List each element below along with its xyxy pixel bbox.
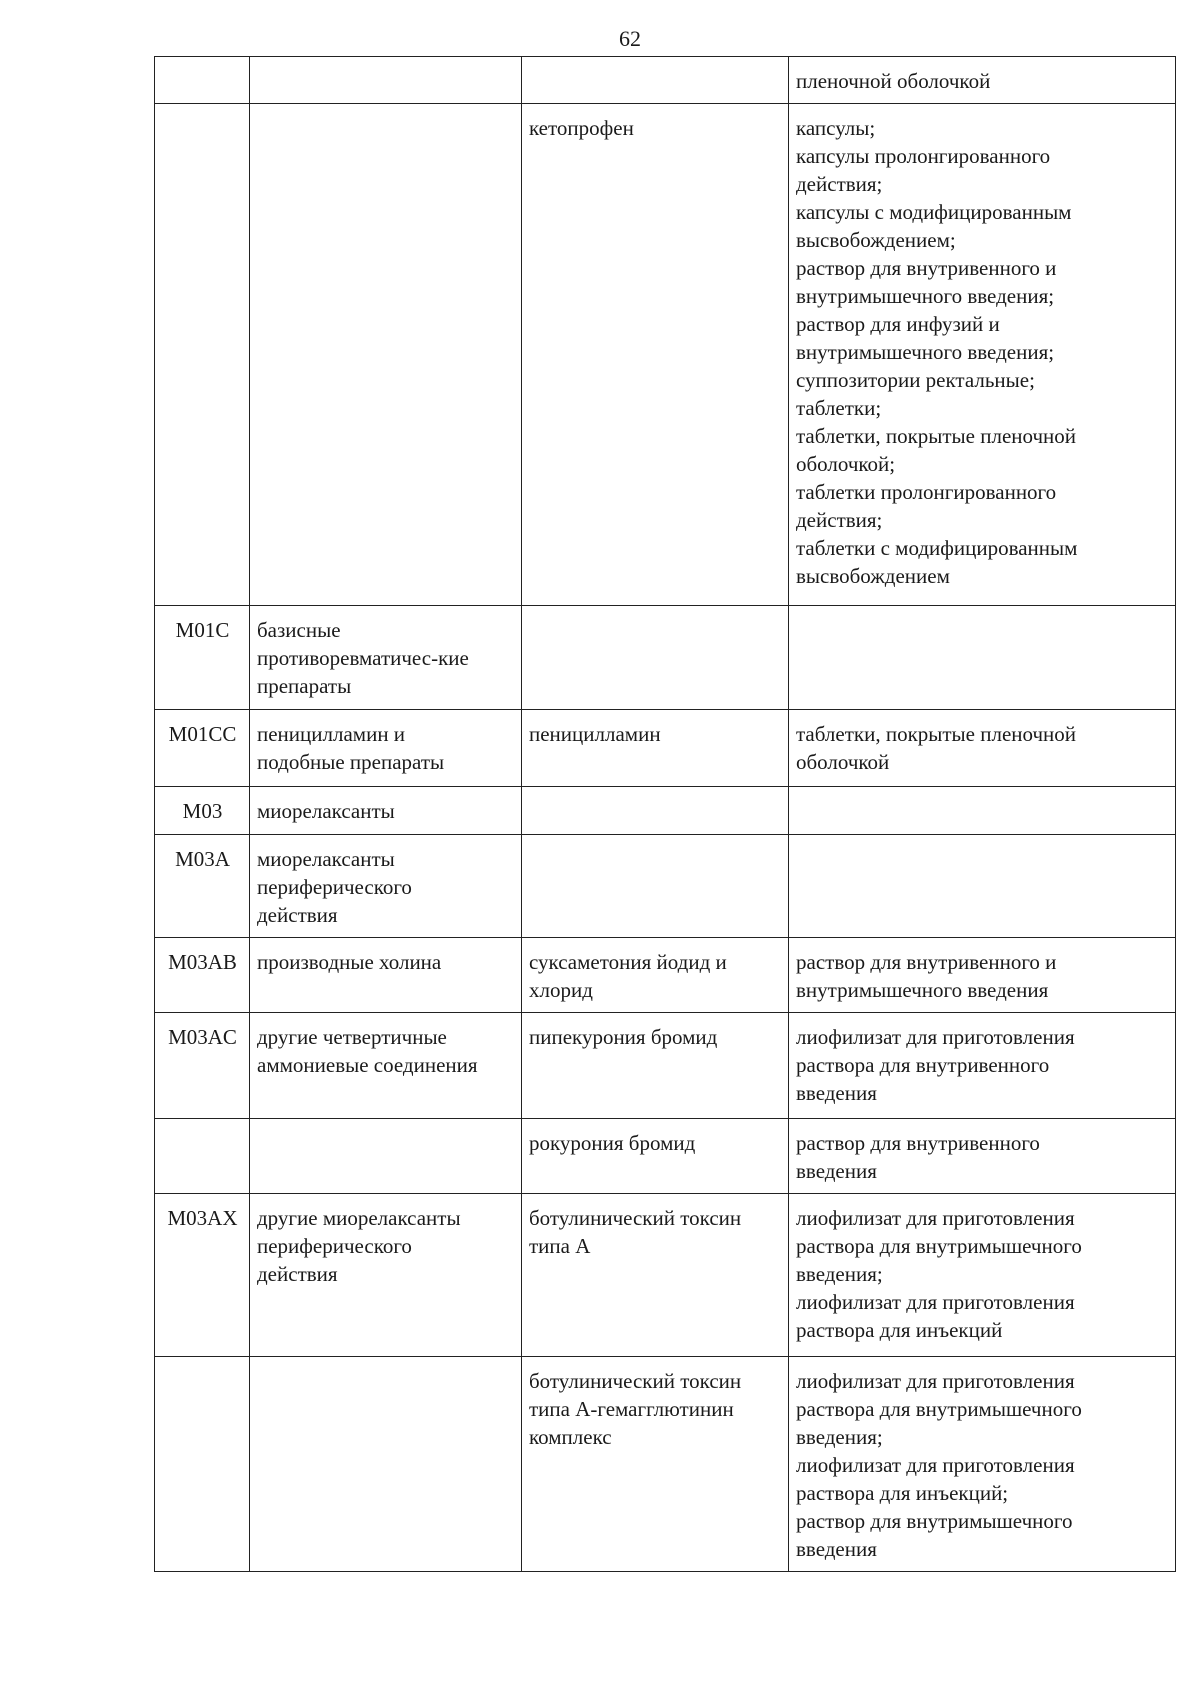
atc-code-cell: M03A: [155, 835, 250, 938]
dosage-forms-line: действия;: [796, 508, 883, 532]
table-row: [155, 787, 1176, 835]
dosage-forms-line: введения: [796, 1159, 877, 1183]
substance-line: типа А: [529, 1234, 591, 1258]
dosage-forms-line: действия;: [796, 172, 883, 196]
atc-code-cell: M01CC: [155, 710, 250, 787]
dosage-forms-cell: [789, 57, 1176, 104]
dosage-forms-line: внутримышечного введения;: [796, 284, 1055, 308]
dosage-forms-cell: [789, 710, 1176, 787]
table-row: [155, 1194, 1176, 1357]
group-name-line: пеницилламин и: [257, 722, 406, 746]
dosage-forms-line: суппозитории ректальные;: [796, 368, 1035, 392]
group-name-line: периферического: [257, 1234, 412, 1258]
group-name-cell: [250, 710, 522, 787]
group-name-line: периферического: [257, 875, 412, 899]
dosage-forms-line: введения;: [796, 1262, 883, 1286]
dosage-forms-line: введения: [796, 1537, 877, 1561]
substance-line: комплекс: [529, 1425, 612, 1449]
dosage-forms-line: таблетки, покрытые пленочной: [796, 424, 1077, 448]
group-name-cell: [250, 787, 522, 835]
dosage-forms-line: раствора для внутримышечного: [796, 1397, 1082, 1421]
substance-cell: [522, 1013, 789, 1119]
dosage-forms-line: таблетки;: [796, 396, 882, 420]
substance-line: кетопрофен: [529, 116, 634, 140]
dosage-forms-line: раствор для внутривенного и: [796, 950, 1057, 974]
table-row: [155, 1013, 1176, 1119]
dosage-forms-cell: [789, 1357, 1176, 1572]
dosage-forms-line: лиофилизат для приготовления: [796, 1025, 1075, 1049]
drug-classification-table: [154, 56, 1176, 1572]
group-name-cell: [250, 1119, 522, 1194]
table-row: [155, 57, 1176, 104]
substance-cell: [522, 57, 789, 104]
substance-cell: [522, 1194, 789, 1357]
dosage-forms-line: раствор для инфузий и: [796, 312, 1000, 336]
substance-cell: [522, 938, 789, 1013]
dosage-forms-cell: [789, 606, 1176, 710]
group-name-line: другие миорелаксанты: [257, 1206, 461, 1230]
dosage-forms-line: высвобождением: [796, 564, 950, 588]
dosage-forms-line: таблетки, покрытые пленочной: [796, 722, 1077, 746]
atc-code-cell: [155, 104, 250, 606]
substance-line: пипекурония бромид: [529, 1025, 718, 1049]
substance-line: пеницилламин: [529, 722, 661, 746]
group-name-line: противоревматичес-кие: [257, 646, 469, 670]
substance-cell: [522, 835, 789, 938]
dosage-forms-line: внутримышечного введения;: [796, 340, 1055, 364]
group-name-line: аммониевые соединения: [257, 1053, 478, 1077]
dosage-forms-cell: [789, 938, 1176, 1013]
substance-cell: [522, 606, 789, 710]
dosage-forms-line: раствора для внутривенного: [796, 1053, 1050, 1077]
atc-code-cell: M01C: [155, 606, 250, 710]
dosage-forms-line: раствора для инъекций;: [796, 1481, 1009, 1505]
group-name-line: препараты: [257, 674, 352, 698]
dosage-forms-line: раствора для инъекций: [796, 1318, 1003, 1342]
dosage-forms-line: лиофилизат для приготовления: [796, 1453, 1075, 1477]
group-name-cell: [250, 606, 522, 710]
dosage-forms-line: введения;: [796, 1425, 883, 1449]
table-row: [155, 938, 1176, 1013]
substance-line: хлорид: [529, 978, 593, 1002]
dosage-forms-line: лиофилизат для приготовления: [796, 1290, 1075, 1314]
dosage-forms-line: оболочкой;: [796, 452, 896, 476]
dosage-forms-cell: [789, 787, 1176, 835]
dosage-forms-line: пленочной оболочкой: [796, 69, 991, 93]
table-row: [155, 606, 1176, 710]
atc-code-cell: M03: [155, 787, 250, 835]
dosage-forms-line: таблетки пролонгированного: [796, 480, 1057, 504]
dosage-forms-cell: [789, 1013, 1176, 1119]
dosage-forms-line: раствор для внутривенного: [796, 1131, 1040, 1155]
dosage-forms-line: таблетки с модифицированным: [796, 536, 1078, 560]
atc-code-cell: [155, 1119, 250, 1194]
page-number: 62: [619, 26, 641, 51]
dosage-forms-line: капсулы с модифицированным: [796, 200, 1072, 224]
substance-line: суксаметония йодид и: [529, 950, 727, 974]
table-body: [155, 57, 1176, 1572]
dosage-forms-line: внутримышечного введения: [796, 978, 1049, 1002]
group-name-line: базисные: [257, 618, 341, 642]
atc-code-cell: M03AC: [155, 1013, 250, 1119]
dosage-forms-line: оболочкой: [796, 750, 890, 774]
table-row: [155, 104, 1176, 606]
group-name-line: миорелаксанты: [257, 799, 395, 823]
group-name-cell: [250, 1013, 522, 1119]
dosage-forms-cell: [789, 104, 1176, 606]
substance-line: ботулинический токсин: [529, 1369, 742, 1393]
dosage-forms-cell: [789, 835, 1176, 938]
table-row: [155, 1119, 1176, 1194]
group-name-line: действия: [257, 903, 338, 927]
substance-cell: [522, 104, 789, 606]
atc-code-cell: [155, 57, 250, 104]
table-row: [155, 710, 1176, 787]
table-row: [155, 835, 1176, 938]
dosage-forms-line: раствор для внутривенного и: [796, 256, 1057, 280]
dosage-forms-cell: [789, 1194, 1176, 1357]
dosage-forms-line: лиофилизат для приготовления: [796, 1369, 1075, 1393]
group-name-cell: [250, 104, 522, 606]
group-name-line: действия: [257, 1262, 338, 1286]
table-row: [155, 1357, 1176, 1572]
substance-line: рокурония бромид: [529, 1131, 696, 1155]
group-name-cell: [250, 938, 522, 1013]
substance-cell: [522, 710, 789, 787]
substance-cell: [522, 787, 789, 835]
dosage-forms-line: капсулы пролонгированного: [796, 144, 1051, 168]
substance-line: типа А-гемагглютинин: [529, 1397, 734, 1421]
dosage-forms-cell: [789, 1119, 1176, 1194]
group-name-line: другие четвертичные: [257, 1025, 447, 1049]
dosage-forms-line: лиофилизат для приготовления: [796, 1206, 1075, 1230]
dosage-forms-line: раствора для внутримышечного: [796, 1234, 1082, 1258]
dosage-forms-line: раствор для внутримышечного: [796, 1509, 1073, 1533]
group-name-cell: [250, 835, 522, 938]
substance-cell: [522, 1357, 789, 1572]
dosage-forms-line: высвобождением;: [796, 228, 956, 252]
substance-cell: [522, 1119, 789, 1194]
group-name-line: подобные препараты: [257, 750, 445, 774]
atc-code-cell: M03AX: [155, 1194, 250, 1357]
group-name-cell: [250, 57, 522, 104]
group-name-cell: [250, 1357, 522, 1572]
dosage-forms-line: введения: [796, 1081, 877, 1105]
atc-code-cell: M03AB: [155, 938, 250, 1013]
group-name-cell: [250, 1194, 522, 1357]
substance-line: ботулинический токсин: [529, 1206, 742, 1230]
group-name-line: миорелаксанты: [257, 847, 395, 871]
dosage-forms-line: капсулы;: [796, 116, 876, 140]
group-name-line: производные холина: [257, 950, 442, 974]
atc-code-cell: [155, 1357, 250, 1572]
